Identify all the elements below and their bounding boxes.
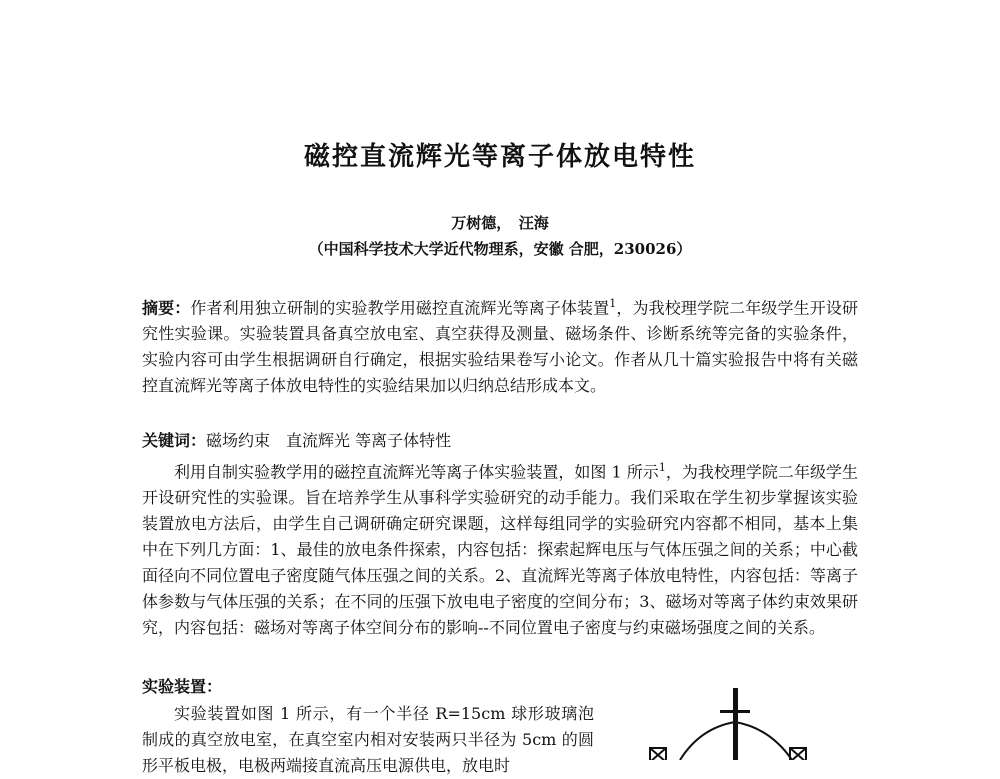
abstract-reference: 1 bbox=[609, 297, 617, 310]
electrode-rod bbox=[733, 688, 738, 760]
keywords-text: 磁场约束 直流辉光 等离子体特性 bbox=[206, 431, 452, 450]
apparatus-figure bbox=[640, 680, 840, 760]
intro-text-part2: ，为我校理学院二年级学生开设研究性的实验课。旨在培养学生从事科学实验研究的动手能力。我们采取在学生初步掌握该实验装置放电方法后，由学生自己调研确定研究课题，这样每组同学的实验研究内容都不相同，基本上集中在下列几方面：1、最佳的放电条件探索，内容包括：探索起辉电压与气体压强之间的关系；中心截面径向不同位置电子密度随气体压强之间的关系。2、直流辉光等离子体放电特性，内容包括：等离子体参数与气体压强的关系；在不同的压强下放电电子密度的空间分布；3、磁场对等离子体约束效果研究，内容包括：磁场对等离子体空间分布的影响--不同位置电子密度与约束磁场强度之间的关系。 bbox=[142, 462, 858, 638]
setup-paragraph: 实验装置如图 1 所示，有一个半径 R=15cm 球形玻璃泡制成的真空放电室，在真空室内相对安装两只半径为 5cm 的圆形平板电极，电极两端接直流高压电源供电，放电时 bbox=[142, 704, 594, 775]
intro-reference: 1 bbox=[658, 461, 666, 474]
keywords-label: 关键词： bbox=[142, 431, 207, 450]
abstract-label: 摘要： bbox=[142, 298, 191, 318]
keywords bbox=[142, 428, 451, 451]
authors: 万树德， 汪海 bbox=[451, 214, 549, 232]
paper-title: 磁控直流辉光等离子体放电特性 bbox=[303, 142, 696, 172]
abstract-text-part1: 作者利用独立研制的实验教学用磁控直流辉光等离子体装置 bbox=[190, 298, 610, 318]
abstract bbox=[142, 291, 858, 399]
intro-paragraph bbox=[142, 455, 858, 641]
section-heading-setup: 实验装置： bbox=[142, 677, 223, 696]
affiliation: （中国科学技术大学近代物理系，安徽 合肥，230026） bbox=[308, 240, 692, 258]
intro-text-part1: 利用自制实验教学用的磁控直流辉光等离子体实验装置，如图 1 所示 bbox=[174, 462, 659, 482]
electrode-crossbar bbox=[720, 710, 750, 713]
abstract-text-part2: ，为我校理学院二年级学生开设研究性实验课。实验装置具备真空放电室、真空获得及测量、磁场条件、诊断系统等完备的实验条件，实验内容可由学生根据调研自行确定，根据实验结果卷写小论文。作者从几十篇实验报告中将有关磁控直流辉光等离子体放电特性的实验结果加以归纳总结形成本文。 bbox=[142, 298, 858, 396]
